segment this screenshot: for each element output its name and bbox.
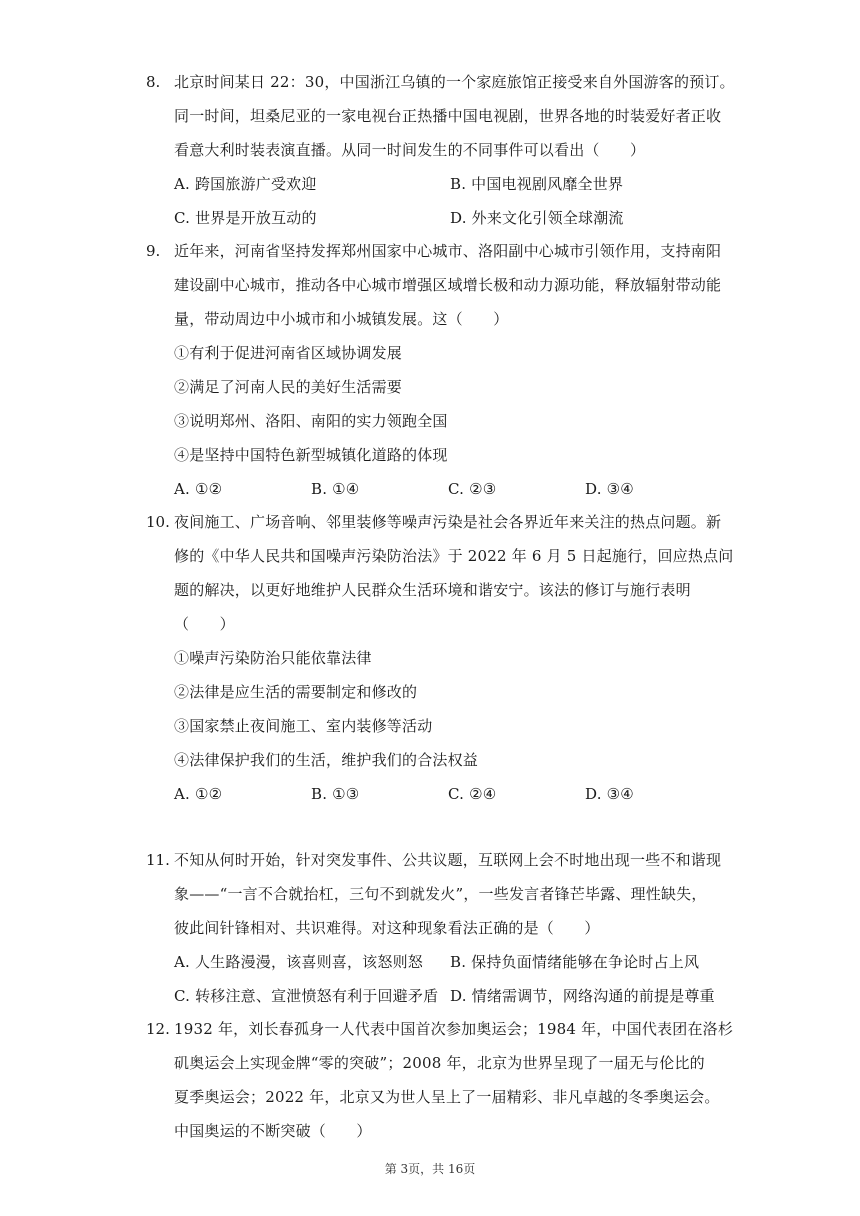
question-12 bbox=[146, 1012, 734, 1148]
statement: ④法律保护我们的生活，维护我们的合法权益 bbox=[174, 751, 479, 769]
option-a[interactable]: A. 跨国旅游广受欢迎 bbox=[174, 175, 317, 193]
option-b[interactable]: B. 中国电视剧风靡全世界 bbox=[450, 175, 624, 193]
option-d[interactable]: D. 外来文化引领全球潮流 bbox=[450, 209, 624, 227]
question-text-line: 看意大利时装表演直播。从同一时间发生的不同事件可以看出（ ） bbox=[174, 141, 646, 159]
question-text-line: 题的解决，以更好地维护人民群众生活环境和谐安宁。该法的修订与施行表明 bbox=[174, 581, 691, 599]
option-b[interactable]: B. ①③ bbox=[311, 785, 360, 803]
option-d[interactable]: D. 情绪需调节，网络沟通的前提是尊重 bbox=[450, 987, 715, 1005]
question-text-line: （ ） bbox=[174, 615, 235, 633]
question-text-line: 北京时间某日 22：30，中国浙江乌镇的一个家庭旅馆正接受来自外国游客的预订。 bbox=[174, 73, 735, 91]
option-a[interactable]: A. ①② bbox=[174, 480, 223, 498]
question-text-line: 矶奥运会上实现金牌“零的突破”；2008 年，北京为世界呈现了一届无与伦比的 bbox=[174, 1054, 705, 1072]
question-number: 11. bbox=[146, 851, 170, 869]
question-number: 8. bbox=[146, 73, 161, 91]
question-text-line: 夏季奥运会；2022 年，北京又为世人呈上了一届精彩、非凡卓越的冬季奥运会。 bbox=[174, 1088, 720, 1106]
statement: ②满足了河南人民的美好生活需要 bbox=[174, 378, 403, 396]
statement: ④是坚持中国特色新型城镇化道路的体现 bbox=[174, 446, 448, 464]
option-b[interactable]: B. ①④ bbox=[311, 480, 360, 498]
question-9 bbox=[146, 234, 726, 506]
option-d[interactable]: D. ③④ bbox=[585, 480, 634, 498]
question-number: 12. bbox=[146, 1020, 170, 1038]
question-text-line: 彼此间针锋相对、共识难得。对这种现象看法正确的是（ ） bbox=[174, 919, 600, 937]
question-11 bbox=[146, 843, 726, 1013]
question-text-line: 量，带动周边中小城市和小城镇发展。这（ ） bbox=[174, 310, 509, 328]
question-text-line: 夜间施工、广场音响、邻里装修等噪声污染是社会各界近年来关注的热点问题。新 bbox=[174, 513, 722, 531]
option-c[interactable]: C. 转移注意、宣泄愤怒有利于回避矛盾 bbox=[174, 987, 439, 1005]
option-b[interactable]: B. 保持负面情绪能够在争论时占上风 bbox=[450, 953, 700, 971]
option-c[interactable]: C. 世界是开放互动的 bbox=[174, 209, 317, 227]
page-footer: 第 3页，共 16页 bbox=[384, 1162, 476, 1176]
question-text-line: 不知从何时开始，针对突发事件、公共议题，互联网上会不时地出现一些不和谐现 bbox=[174, 851, 722, 869]
option-c[interactable]: C. ②④ bbox=[448, 785, 497, 803]
question-text-line: 象——“一言不合就抬杠，三句不到就发火”，一些发言者锋芒毕露、理性缺失， bbox=[174, 885, 707, 903]
question-text-line: 修的《中华人民共和国噪声污染防治法》于 2022 年 6 月 5 日起施行，回应热点问 bbox=[174, 547, 734, 565]
statement: ③说明郑州、洛阳、南阳的实力领跑全国 bbox=[174, 412, 448, 430]
question-number: 9. bbox=[146, 242, 161, 260]
option-a[interactable]: A. ①② bbox=[174, 785, 223, 803]
question-10 bbox=[146, 505, 734, 811]
statement: ①有利于促进河南省区域协调发展 bbox=[174, 344, 403, 362]
statement: ②法律是应生活的需要制定和修改的 bbox=[174, 683, 418, 701]
question-8 bbox=[146, 65, 735, 235]
question-text-line: 中国奥运的不断突破（ ） bbox=[174, 1122, 372, 1140]
question-text-line: 建设副中心城市，推动各中心城市增强区域增长极和动力源功能，释放辐射带动能 bbox=[174, 276, 722, 294]
option-a[interactable]: A. 人生路漫漫，该喜则喜，该怒则怒 bbox=[174, 953, 423, 971]
question-text-line: 1932 年，刘长春孤身一人代表中国首次参加奥运会；1984 年，中国代表团在洛杉 bbox=[174, 1020, 734, 1038]
question-text-line: 同一时间，坦桑尼亚的一家电视台正热播中国电视剧，世界各地的时装爱好者正收 bbox=[174, 107, 722, 125]
statement: ③国家禁止夜间施工、室内装修等活动 bbox=[174, 717, 433, 735]
question-text-line: 近年来，河南省坚持发挥郑州国家中心城市、洛阳副中心城市引领作用，支持南阳 bbox=[174, 242, 722, 260]
statement: ①噪声污染防治只能依靠法律 bbox=[174, 649, 372, 667]
option-d[interactable]: D. ③④ bbox=[585, 785, 634, 803]
option-c[interactable]: C. ②③ bbox=[448, 480, 497, 498]
question-number: 10. bbox=[146, 513, 170, 531]
